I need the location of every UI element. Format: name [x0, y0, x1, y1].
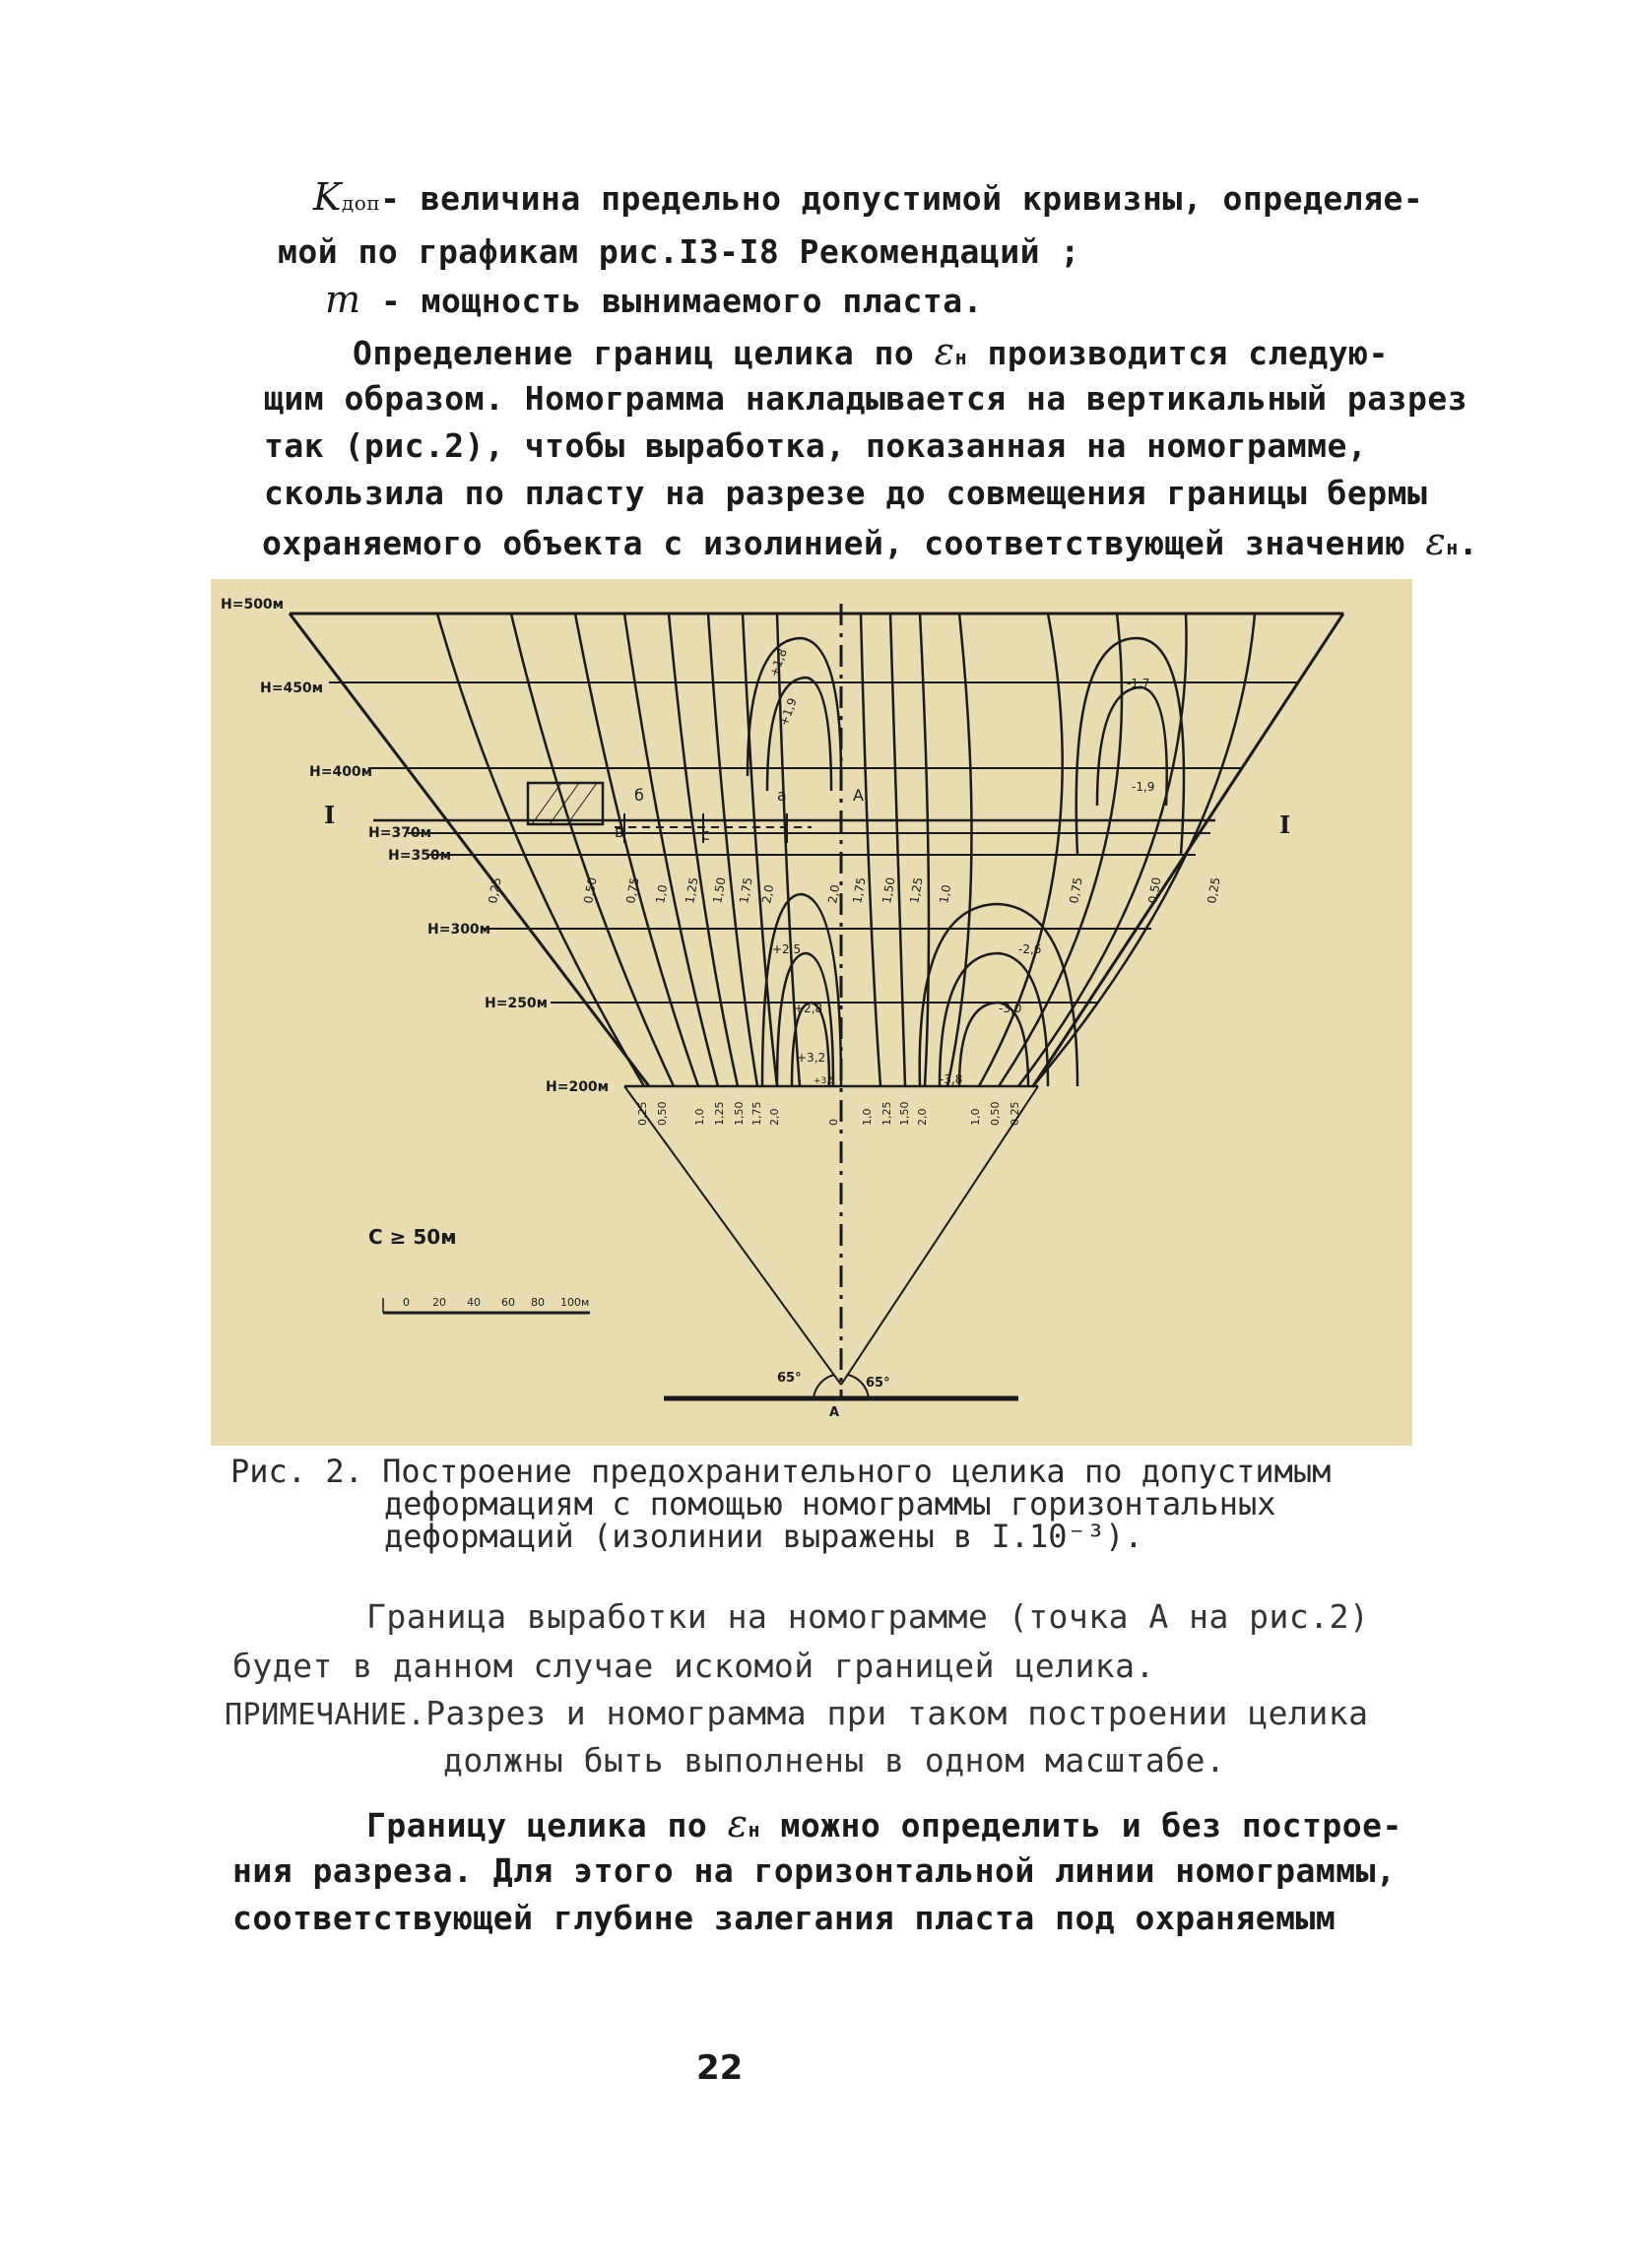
- curvature-subscript: доп: [341, 191, 381, 215]
- loop-label-l-3: +2,5: [772, 942, 802, 956]
- bv-r-5: 0,50: [989, 1101, 1002, 1126]
- cv-r-3: 1,25: [907, 875, 926, 905]
- right-contour-lines: [861, 614, 1255, 1086]
- figure-caption-line-3: деформаций (изолинии выражены в I.10⁻³).: [384, 1518, 1143, 1555]
- depth-label-350: H=350м: [388, 848, 452, 864]
- loop-label-r-8: -2,6: [1018, 942, 1042, 956]
- point-c-label: c: [701, 825, 710, 844]
- text-line-4b: производится следую-: [967, 334, 1389, 372]
- text-line-3-rest: - мощность вынимаемого пласта.: [360, 282, 983, 320]
- bv-l-2: 1,0: [693, 1108, 706, 1126]
- angle-left-label: 65°: [777, 1371, 802, 1386]
- contour-right-5: [979, 614, 1063, 1086]
- depth-label-370: H=370м: [368, 825, 432, 841]
- epsilon-symbol-2: ε: [1425, 520, 1447, 563]
- note-label: ПРИМЕЧАНИЕ.: [225, 1698, 426, 1732]
- scale-20: 20: [432, 1296, 446, 1309]
- contour-left-4: [624, 614, 718, 1086]
- page-number: 22: [696, 2048, 744, 2088]
- bv-l-6: 2,0: [768, 1108, 781, 1126]
- contour-left-6: [708, 614, 757, 1086]
- bv-r-2: 1,50: [898, 1101, 911, 1126]
- upper-right-loop-1: [1076, 638, 1184, 855]
- text-line-3: [325, 278, 983, 321]
- lower-right-loop-1: [920, 904, 1077, 1086]
- scale-0: 0: [403, 1296, 410, 1309]
- nomogram-svg: [211, 579, 1412, 1446]
- curvature-symbol: K: [313, 175, 342, 219]
- cv-l-1: 0,50: [581, 875, 600, 905]
- cv-l-0: 0,25: [486, 875, 504, 905]
- text-q2: будет в данном случае искомой границей целика.: [232, 1647, 1155, 1685]
- epsilon-symbol-3: ε: [727, 1802, 749, 1846]
- text-line-2: мой по графикам рис.I3-I8 Рекомендаций ;: [278, 232, 1080, 271]
- cv-l-3: 1,0: [653, 883, 671, 905]
- text-r1a: Границу целика по: [366, 1806, 728, 1845]
- scale-80: 80: [531, 1296, 545, 1309]
- bv-r-0: 1,0: [861, 1108, 874, 1126]
- text-line-4: [353, 330, 1389, 373]
- contour-right-2: [890, 614, 905, 1086]
- cv-r-0: 2,0: [825, 883, 843, 905]
- text-line-1-rest: - величина предельно допустимой кривизны, определяе-: [380, 179, 1424, 218]
- bv-l-4: 1,50: [733, 1101, 746, 1126]
- constraint-label: C ≥ 50м: [368, 1225, 457, 1249]
- lower-right-loop-2: [940, 953, 1048, 1086]
- point-b-label: в: [615, 822, 624, 841]
- depth-label-200: H=200м: [546, 1079, 610, 1095]
- left-contour-lines: [437, 614, 800, 1086]
- note-text-1: Разрез и номограмма при таком построении целика: [425, 1694, 1369, 1732]
- text-r1: [366, 1802, 1402, 1846]
- cv-r-6: 0,50: [1145, 875, 1164, 905]
- loop-label-r-1: -1,9: [1132, 780, 1155, 794]
- bv-r-6: 0,25: [1009, 1101, 1021, 1126]
- text-line-5: щим образом. Номограмма накладывается на вертикальный разрез: [264, 379, 1468, 418]
- text-line-8-main: охраняемого объекта с изолинией, соответствующей значению: [262, 524, 1426, 562]
- bv-l-7: 0: [827, 1119, 840, 1126]
- text-line-6: так (рис.2), чтобы выработка, показанная на номограмме,: [264, 426, 1368, 465]
- lower-right-ray: [841, 1086, 1038, 1385]
- nomogram-figure: [211, 579, 1412, 1446]
- depth-label-300: H=300м: [427, 922, 491, 938]
- cv-l-7: 2,0: [759, 883, 777, 905]
- loop-label-l-4: +2,8: [794, 1002, 823, 1015]
- loop-contours: [748, 638, 1184, 1086]
- upper-left-loop-2: [767, 678, 831, 791]
- text-line-8-end: .: [1458, 524, 1479, 562]
- lower-left-ray: [624, 1086, 841, 1385]
- bv-l-5: 1,75: [750, 1101, 763, 1126]
- cv-l-6: 1,75: [737, 875, 755, 905]
- epsilon-subscript: н: [954, 346, 968, 369]
- text-r1b: можно определить и без построе-: [760, 1806, 1402, 1845]
- scale-60: 60: [501, 1296, 515, 1309]
- apex-label: A: [829, 1405, 840, 1420]
- text-q1: Граница выработки на номограмме (точка А на рис.2): [366, 1597, 1370, 1636]
- contour-left-2: [511, 614, 674, 1086]
- scale-bar: [383, 1298, 590, 1313]
- depth-label-450: H=450м: [260, 680, 324, 696]
- lower-left-loop-2: [777, 953, 833, 1086]
- text-line-1: [313, 175, 1423, 219]
- cv-r-4: 1,0: [937, 883, 954, 905]
- point-A-label: A: [853, 786, 864, 805]
- figure-caption-line-1: Рис. 2. Построение предохранительного целика по допустимым: [230, 1453, 1332, 1490]
- cv-r-2: 1,50: [880, 875, 898, 905]
- figure-caption-line-2: деформациям с помощью номограммы горизонтальных: [384, 1485, 1276, 1523]
- contour-right-4: [947, 614, 972, 1086]
- left-boundary: [290, 614, 649, 1086]
- scale-100: 100м: [560, 1296, 590, 1309]
- cv-r-1: 1,75: [850, 875, 869, 905]
- depth-label-400: H=400м: [309, 764, 373, 780]
- epsilon-subscript-2: н: [1446, 536, 1459, 559]
- loop-label-l-1: +1,9: [776, 695, 800, 729]
- bv-r-4: 1,0: [969, 1108, 982, 1126]
- text-r3: соответствующей глубине залегания пласта под охраняемым: [232, 1899, 1336, 1937]
- loop-label-r-9: -3,0: [999, 1002, 1022, 1015]
- scale-40: 40: [467, 1296, 481, 1309]
- epsilon-symbol: ε: [934, 330, 955, 373]
- angle-arc-left: [814, 1375, 834, 1398]
- point-bb-label: б: [634, 786, 644, 805]
- cv-r-5: 0,75: [1067, 875, 1085, 905]
- section-marker-right: I: [1279, 810, 1291, 839]
- angle-right-label: 65°: [866, 1376, 890, 1391]
- depth-label-500: H=500м: [221, 597, 285, 613]
- thickness-symbol: m: [325, 278, 361, 321]
- text-line-8: [262, 520, 1478, 563]
- bv-r-3: 2,0: [916, 1108, 929, 1126]
- protected-building: [528, 783, 603, 824]
- bv-l-1: 0,50: [656, 1101, 669, 1126]
- contour-right-1: [861, 614, 880, 1086]
- loop-label-l-5: +3,2: [797, 1051, 826, 1065]
- loop-label-l-0: +1,8: [766, 646, 790, 680]
- loop-label-r-10: -3,8: [940, 1072, 963, 1086]
- text-line-4a: Определение границ целика по: [353, 334, 935, 372]
- note-line-2: должны быть выполнены в одном масштабе.: [443, 1741, 1226, 1780]
- bv-l-0: 0,25: [636, 1101, 649, 1126]
- cv-r-7: 0,25: [1205, 875, 1223, 905]
- bv-l-3: 1,25: [713, 1101, 726, 1126]
- loop-label-r-0: -1,7: [1127, 677, 1150, 690]
- depth-label-250: H=250м: [485, 996, 549, 1011]
- cv-l-4: 1,25: [683, 875, 701, 905]
- cv-l-5: 1,50: [710, 875, 729, 905]
- text-r2: ния разреза. Для этого на горизонтальной линии номограммы,: [232, 1851, 1397, 1890]
- bv-r-1: 1,25: [880, 1101, 893, 1126]
- loop-label-l-6: +3,5: [814, 1076, 835, 1086]
- text-line-7: скользила по пласту на разрезе до совмещения границы бермы: [264, 474, 1428, 512]
- section-marker-left: I: [324, 801, 336, 829]
- cv-l-2: 0,75: [623, 875, 642, 905]
- note-line-1: [225, 1694, 1368, 1732]
- epsilon-subscript-3: н: [748, 1818, 761, 1842]
- point-a-label: a: [777, 786, 787, 805]
